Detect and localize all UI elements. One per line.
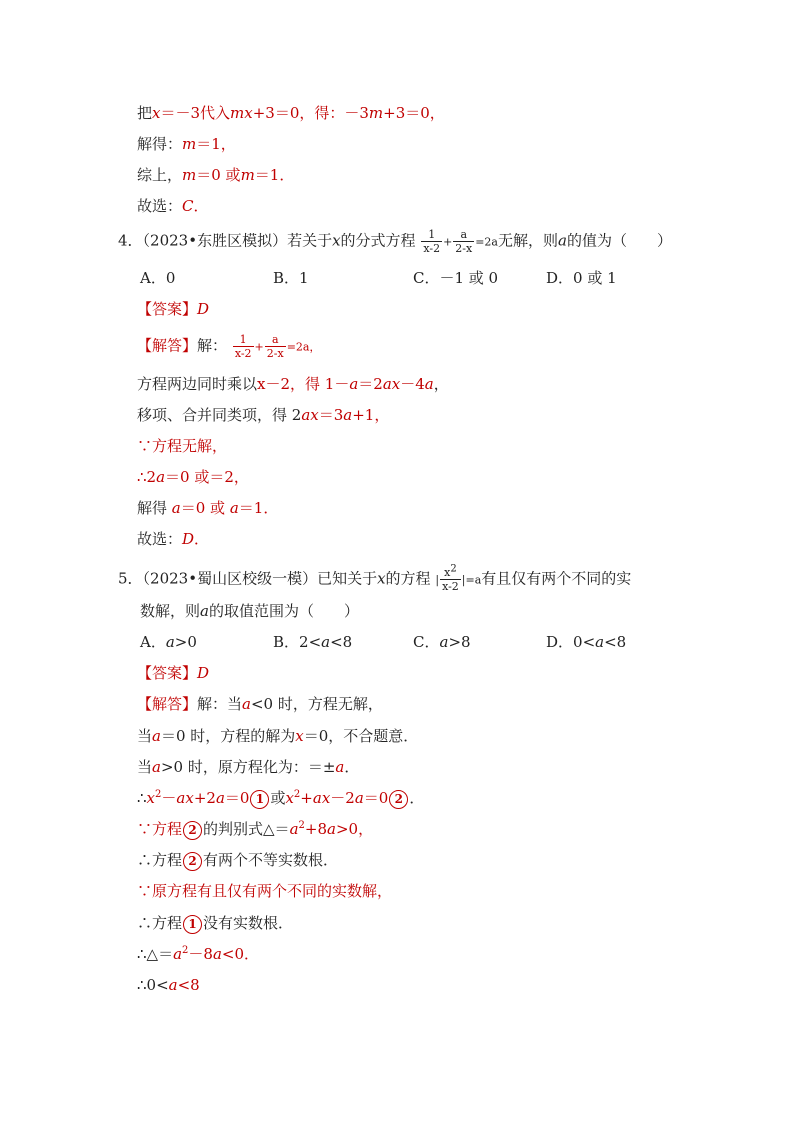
q4-step-2: 移项、合并同类项，得 2ax＝3a+1， xyxy=(137,406,390,424)
q5-option-a: A．a>0 xyxy=(140,633,197,651)
circled-two: 2 xyxy=(389,790,408,809)
circled-one: 1 xyxy=(250,790,269,809)
prev-line-2: 解得：m＝1， xyxy=(137,135,236,153)
q4-solution-intro: 【解答】解： $\frac{1}{x-2}$ + $\frac{a}{2-x}$ =2a， xyxy=(137,333,321,360)
q4-option-a: A．0 xyxy=(140,269,176,287)
q4-step-1: 方程两边同时乘以x－2，得 1－a＝2ax－4a， xyxy=(137,375,449,393)
q4-step-3: ∵方程无解， xyxy=(137,437,228,455)
prev-line-1: 把x＝－3代入mx+3＝0，得：－3m+3＝0， xyxy=(137,104,445,122)
q5-solution-3: 当a>0 时，原方程化为：＝±a． xyxy=(137,758,360,776)
q4-option-d: D．0 或 1 xyxy=(546,269,617,287)
q5-solution-2: 当a＝0 时，方程的解为x＝0，不合题意． xyxy=(137,727,419,745)
q5-solution-8: ∴方程 1 没有实数根． xyxy=(137,914,294,932)
q4-step-4: ∴2a＝0 或＝2， xyxy=(137,468,249,486)
q4-option-c: C．－1 或 0 xyxy=(413,269,499,287)
q4-step-6: 故选：D． xyxy=(137,530,210,548)
q5-solution-5: ∵方程 2 的判别式$\triangle=a^2+8a>0$， xyxy=(137,820,374,838)
q4-answer: 【答案】D xyxy=(137,300,210,318)
q5-solution-1: 【解答】解：当a<0 时，方程无解， xyxy=(137,695,383,713)
prev-line-4: 故选：C． xyxy=(137,197,209,215)
q5-solution-6: ∴方程 2 有两个不等实数根． xyxy=(137,851,339,869)
prev-line-3: 综上，m＝0 或m＝1． xyxy=(137,166,295,184)
q5-option-c: C．a>8 xyxy=(413,633,471,651)
q5-solution-4: $\therefore x^2-ax+2a=0$ 1 或$x^2+ax-2a=0$ 2 ． xyxy=(137,789,425,807)
q4-fraction-1: $\frac{1}{x-2}$ xyxy=(423,228,441,255)
q4-fraction-2: $\frac{a}{2-x}$ xyxy=(455,228,473,255)
q4-option-b: B．1 xyxy=(273,269,309,287)
q5-answer: 【答案】D xyxy=(137,664,210,682)
circled-one: 1 xyxy=(183,915,202,934)
q5-solution-9: $\therefore\triangle=a^2-8a<0$． xyxy=(137,945,260,963)
circled-two: 2 xyxy=(183,852,202,871)
q5-stem-line-1: 5．（2023•蜀山区校级一模）已知关于x的方程 | $\frac{x2}{x-2}$ |=a有且仅有两个不同的实 xyxy=(118,563,632,593)
q5-solution-7: ∵原方程有且仅有两个不同的实数解， xyxy=(137,882,393,900)
q5-solution-10: ∴0<a<8 xyxy=(137,976,200,994)
q4-step-5: 解得 a＝0 或 a＝1． xyxy=(137,499,279,517)
q4-stem: 4．（2023•东胜区模拟）若关于x的分式方程 $\frac{1}{x-2}$ + $\frac{a}{2-x}$ =2a无解，则a的值为（ ） xyxy=(118,228,672,255)
q5-stem-line-2: 数解，则a的取值范围为（ ） xyxy=(140,602,359,620)
q5-option-b: B．2<a<8 xyxy=(273,633,353,651)
q5-option-d: D．0<a<8 xyxy=(546,633,627,651)
q4-sol-fraction-1: $\frac{1}{x-2}$ xyxy=(234,333,252,360)
q5-fraction: $\frac{x2}{x-2}$ xyxy=(442,563,459,593)
circled-two: 2 xyxy=(183,821,202,840)
q4-sol-fraction-2: $\frac{a}{2-x}$ xyxy=(266,333,284,360)
